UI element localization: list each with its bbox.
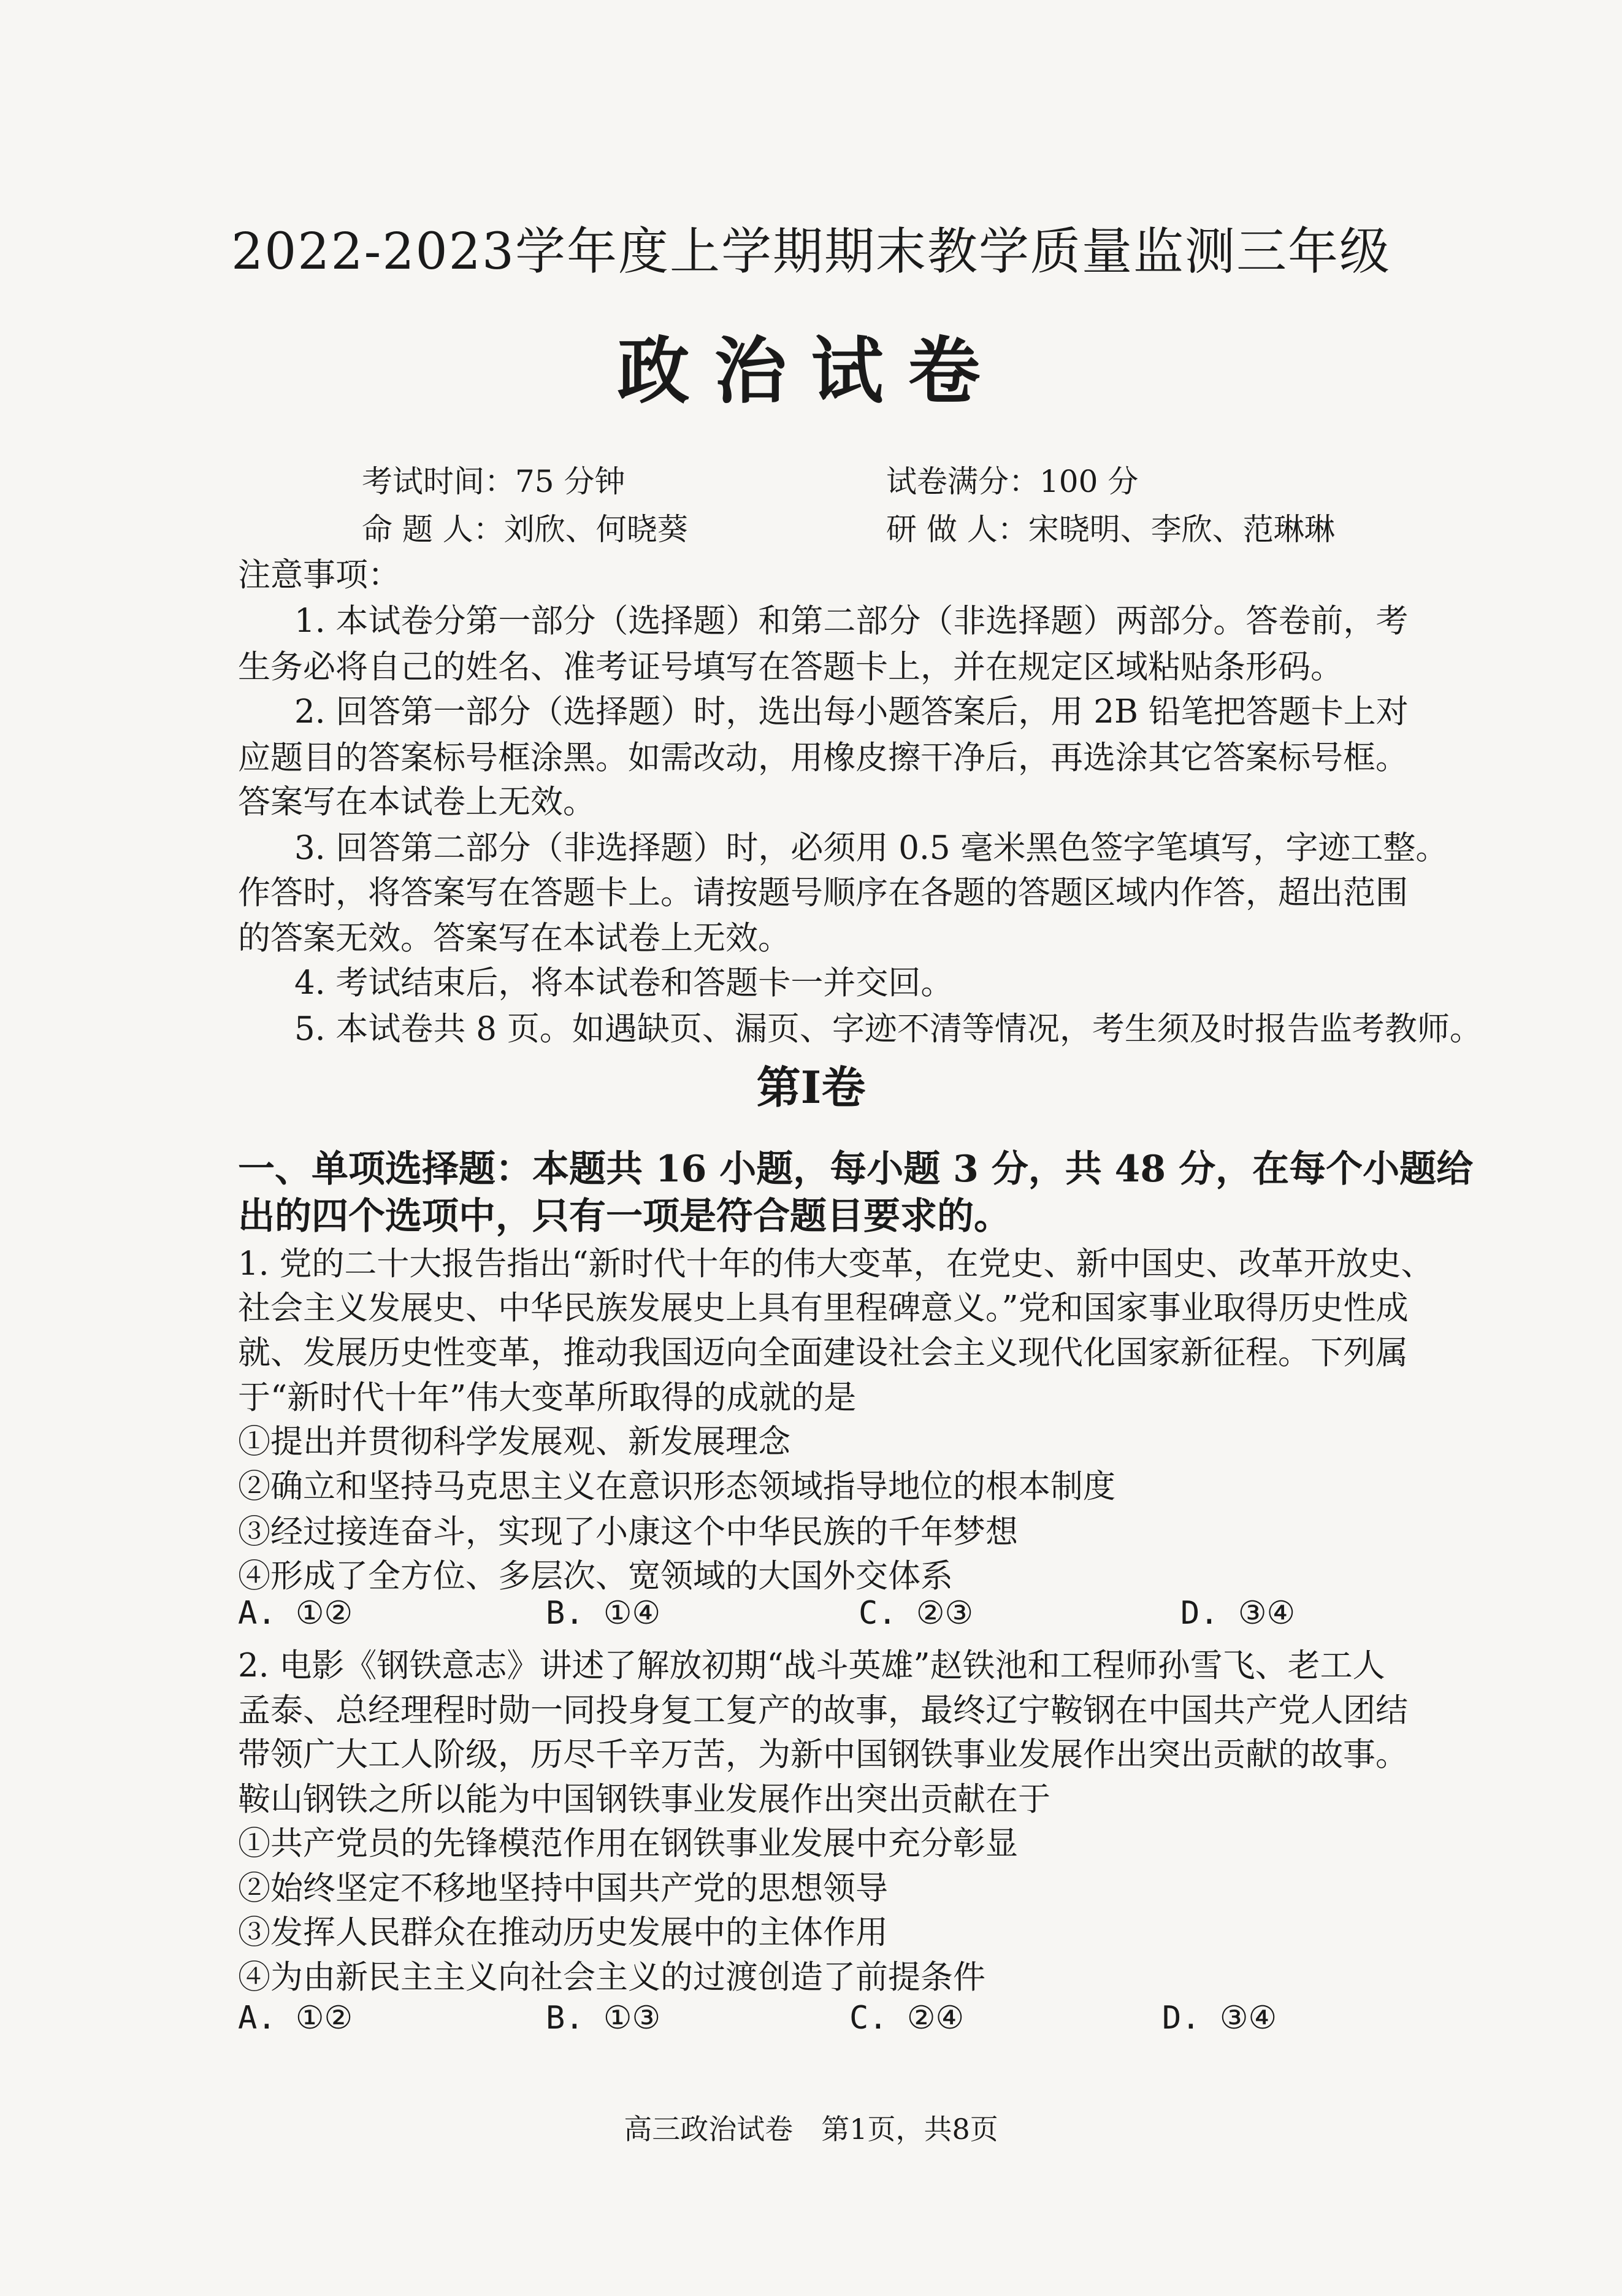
q2-statement: ①共产党员的先锋模范作用在钢铁事业发展中充分彰显: [238, 1825, 1018, 1862]
full-score: 试卷满分：100 分: [886, 464, 1139, 499]
q2-option-d: D. ③④: [1162, 2000, 1277, 2037]
notice-line: 答案写在本试卷上无效。: [238, 783, 595, 821]
notice-line: 1. 本试卷分第一部分（选择题）和第二部分（非选择题）两部分。答卷前，考: [294, 602, 1409, 640]
q1-statement: ②确立和坚持马克思主义在意识形态领域指导地位的根本制度: [238, 1468, 1115, 1505]
q1-stem-line: 社会主义发展史、中华民族发展史上具有里程碑意义。”党和国家事业取得历史性成: [238, 1289, 1409, 1327]
notice-line: 4. 考试结束后，将本试卷和答题卡一并交回。: [294, 964, 954, 1002]
notice-line: 应题目的答案标号框涂黑。如需改动，用橡皮擦干净后，再选涂其它答案标号框。: [238, 739, 1408, 777]
q2-statement: ②始终坚定不移地坚持中国共产党的思想领导: [238, 1870, 888, 1907]
section-title: 第Ⅰ卷: [756, 1061, 866, 1113]
notice-line: 5. 本试卷共 8 页。如遇缺页、漏页、字迹不清等情况，考生须及时报告监考教师。: [294, 1010, 1482, 1048]
q2-option-c: C. ②④: [849, 2000, 965, 2037]
notice-line: 生务必将自己的姓名、准考证号填写在答题卡上，并在规定区域粘贴条形码。: [238, 648, 1343, 686]
notice-line: 3. 回答第二部分（非选择题）时，必须用 0.5 毫米黑色签字笔填写，字迹工整。: [294, 829, 1448, 867]
q2-stem-line: 带领广大工人阶级，历尽千辛万苦，为新中国钢铁事业发展作出突出贡献的故事。: [238, 1736, 1408, 1773]
section-instruction: 一、单项选择题：本题共 16 小题，每小题 3 分，共 48 分，在每个小题给: [238, 1148, 1474, 1191]
q2-statement: ③发挥人民群众在推动历史发展中的主体作用: [238, 1914, 888, 1951]
exam-title: 2022-2023学年度上学期期末教学质量监测三年级: [231, 223, 1391, 281]
reviewer: 研 做 人：宋晓明、李欣、范琳琳: [886, 512, 1335, 547]
notice-line: 作答时，将答案写在答题卡上。请按题号顺序在各题的答题区域内作答，超出范围: [238, 874, 1408, 912]
subject-title: 政治试卷: [617, 328, 1005, 413]
notice-heading: 注意事项：: [238, 556, 400, 594]
exam-time: 考试时间：75 分钟: [362, 464, 625, 499]
notice-line: 2. 回答第一部分（选择题）时，选出每小题答案后，用 2B 铅笔把答题卡上对: [294, 693, 1409, 731]
q2-stem-line: 2. 电影《钢铁意志》讲述了解放初期“战斗英雄”赵铁池和工程师孙雪飞、老工人: [238, 1647, 1385, 1684]
q1-stem-line: 就、发展历史性变革，推动我国迈向全面建设社会主义现代化国家新征程。下列属: [238, 1334, 1408, 1372]
q2-statement: ④为由新民主主义向社会主义的过渡创造了前提条件: [238, 1959, 985, 1996]
q1-statement: ④形成了全方位、多层次、宽领域的大国外交体系: [238, 1557, 953, 1595]
q2-option-b: B. ①③: [546, 2000, 661, 2037]
q1-stem-line: 1. 党的二十大报告指出“新时代十年的伟大变革，在党史、新中国史、改革开放史、: [238, 1245, 1434, 1283]
page-footer: 高三政治试卷 第1页，共8页: [624, 2113, 998, 2146]
q1-statement: ③经过接连奋斗，实现了小康这个中华民族的千年梦想: [238, 1513, 1018, 1551]
q2-option-a: A. ①②: [238, 2000, 353, 2037]
q1-option-a: A. ①②: [238, 1595, 353, 1632]
q1-option-d: D. ③④: [1180, 1595, 1296, 1632]
q1-option-c: C. ②③: [859, 1595, 974, 1632]
notice-line: 的答案无效。答案写在本试卷上无效。: [238, 920, 790, 957]
q1-stem-line: 于“新时代十年”伟大变革所取得的成就的是: [238, 1379, 857, 1416]
section-instruction: 出的四个选项中，只有一项是符合题目要求的。: [238, 1195, 1011, 1238]
q2-stem-line: 孟泰、总经理程时勋一同投身复工复产的故事，最终辽宁鞍钢在中国共产党人团结: [238, 1692, 1408, 1729]
q2-stem-line: 鞍山钢铁之所以能为中国钢铁事业发展作出突出贡献在于: [238, 1781, 1050, 1818]
q1-statement: ①提出并贯彻科学发展观、新发展理念: [238, 1423, 790, 1461]
setter: 命 题 人：刘欣、何晓葵: [362, 512, 688, 547]
q1-option-b: B. ①④: [546, 1595, 661, 1632]
